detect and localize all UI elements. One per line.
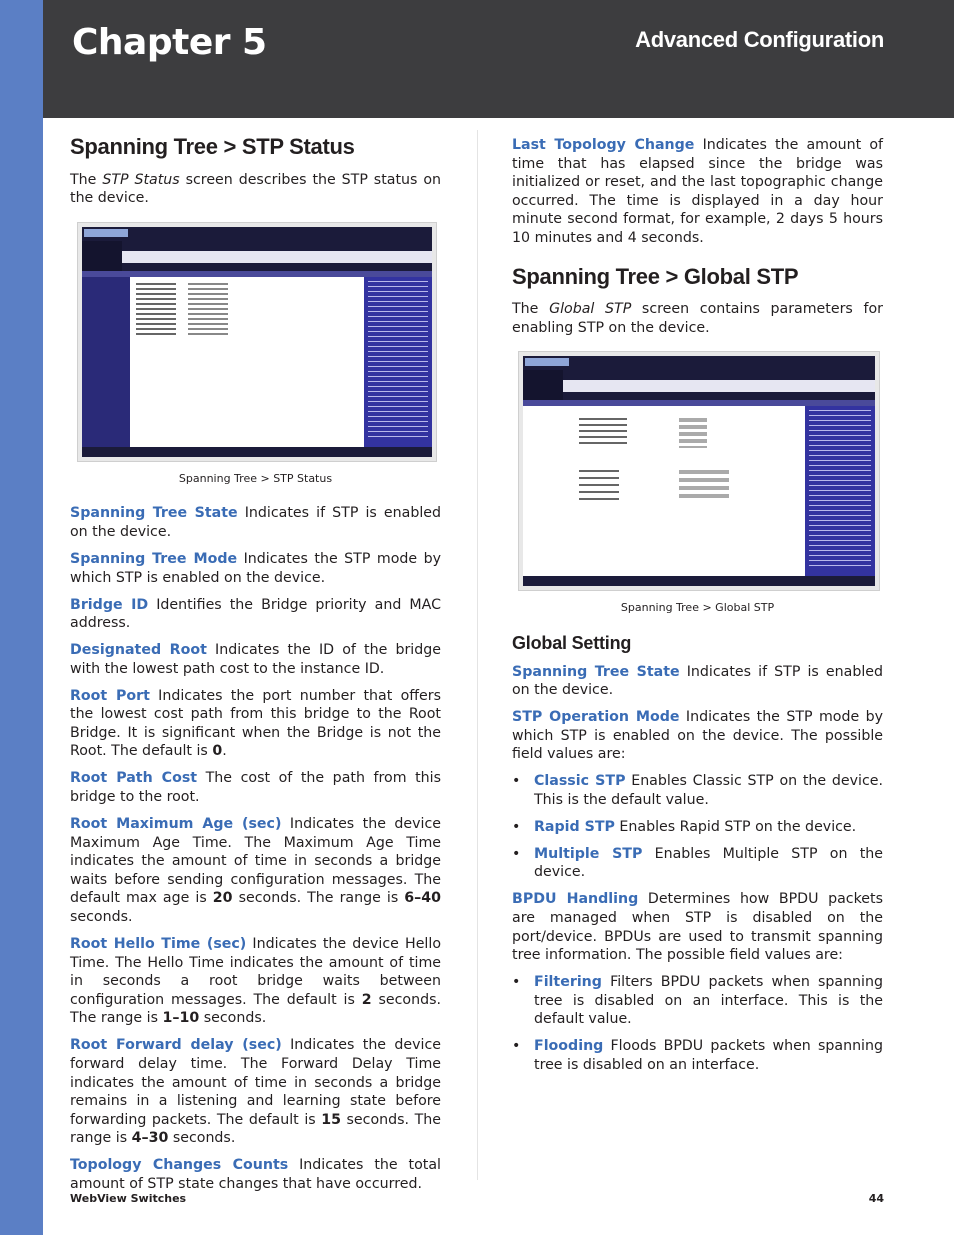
def-designated-root: Designated Root Indicates the ID of the bridge with the lowest path cost to the instance ID. (70, 642, 441, 677)
stp-status-caption: Spanning Tree > STP Status (178, 471, 333, 485)
column-divider (477, 130, 478, 1180)
global-setting-heading: Global Setting (512, 632, 632, 653)
def-last-topology-change: Last Topology Change Indicates the amount of time that has elapsed since the bridge was initialized or reset, and the last topographic change occurred. The time is displayed in a day hour minute second format, for example, 2 days 5 hours 10 minutes and 4 seconds. (512, 137, 884, 246)
bpdu-list (512, 973, 883, 1074)
side-color-bar (0, 0, 43, 1235)
global-stp-screenshot (518, 351, 880, 591)
footer-product: WebView Switches (70, 1192, 187, 1205)
def-root-max-age: Root Maximum Age (sec) Indicates the device Maximum Age Time. The Maximum Age Time indicates the amount of time in seconds a bridge waits before sending configuration messages. The default max age is 20 seconds. The range is 6–40 seconds. (70, 816, 441, 925)
def-topology-changes-counts: Topology Changes Counts Indicates the total amount of STP state changes that have occurred. (70, 1157, 441, 1192)
page-number: 44 (868, 1192, 884, 1205)
list-item: • Classic STP Enables Classic STP on the device. This is the default value. (512, 773, 884, 808)
right-column (512, 136, 883, 1083)
stp-mode-list (512, 772, 883, 882)
global-stp-intro: The Global STP screen contains parameters for enabling STP on the device. (512, 301, 883, 336)
list-item: • Flooding Floods BPDU packets when spanning tree is disabled on an interface. (512, 1038, 883, 1073)
def-bridge-id: Bridge ID Identifies the Bridge priority and MAC address. (70, 596, 441, 632)
stp-status-heading: Spanning Tree > STP Status (70, 134, 355, 159)
def-root-port: Root Port Indicates the port number that offers the lowest cost path from this bridge to the Root Bridge. It is significant when the Bridge is not the Root. The default is 0. (70, 687, 441, 760)
stp-status-screenshot (77, 222, 437, 462)
stp-status-intro: The STP Status screen describes the STP status on the device. (70, 171, 441, 207)
global-stp-caption: Spanning Tree > Global STP (620, 601, 775, 615)
stp-status-figure (70, 222, 441, 489)
chapter-title: Chapter 5 (72, 22, 267, 63)
def-spanning-tree-mode: Spanning Tree Mode Indicates the STP mode by which STP is enabled on the device. (70, 550, 441, 586)
def-bpdu-handling: BPDU Handling Determines how BPDU packets are managed when STP is disabled on the port/device. BPDUs are used to transmit spanning tree information. The possible field values are: (512, 891, 883, 964)
section-title: Advanced Configuration (635, 27, 884, 52)
list-item: • Rapid STP Enables Rapid STP on the device. (512, 818, 857, 835)
def-global-spanning-tree-state: Spanning Tree State Indicates if STP is enabled on the device. (512, 663, 884, 699)
def-root-hello-time: Root Hello Time (sec) Indicates the device Hello Time. The Hello Time indicates the amount of time in seconds a root bridge waits between configuration messages. The default is 2 seconds. The range is 1–10 seconds. (70, 935, 441, 1027)
global-stp-heading: Spanning Tree > Global STP (512, 263, 799, 289)
def-stp-operation-mode: STP Operation Mode Indicates the STP mode by which STP is enabled on the device. The possible field values are: (512, 709, 883, 763)
left-column (70, 134, 442, 1202)
def-root-path-cost: Root Path Cost The cost of the path from this bridge to the root. (70, 770, 441, 806)
list-item: • Filtering Filters BPDU packets when spanning tree is disabled on an interface. This is the default value. (512, 974, 883, 1028)
global-stp-figure (512, 351, 883, 618)
def-spanning-tree-state: Spanning Tree State Indicates if STP is enabled on the device. (70, 505, 442, 540)
def-root-forward-delay: Root Forward delay (sec) Indicates the device forward delay time. The Forward Delay Time indicates the amount of time in seconds a bridge remains in a listening and learning state before forwarding packets. The default is 15 seconds. The range is 4–30 seconds. (70, 1037, 441, 1147)
list-item: • Multiple STP Enables Multiple STP on the device. (512, 845, 883, 881)
